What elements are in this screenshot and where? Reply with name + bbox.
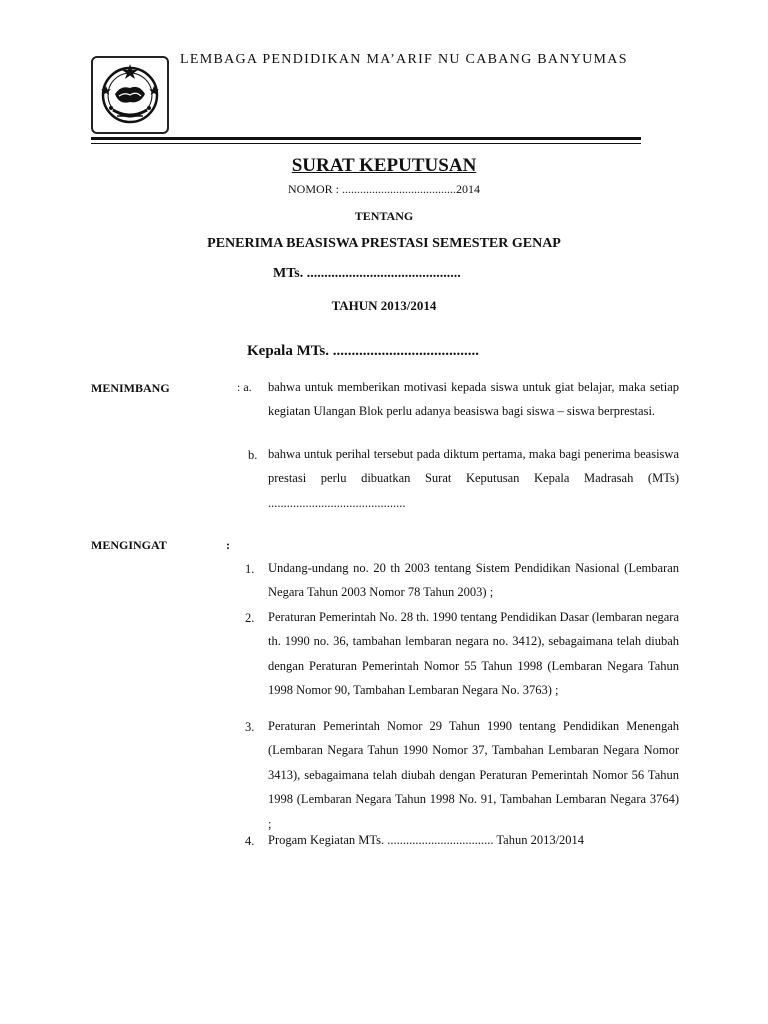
- menimbang-item-b: bahwa untuk perihal tersebut pada diktum pertama, maka bagi penerima beasiswa prestasi perlu dibuatkan Surat Keputusan Kepala Madrasah (MTs) ............................................: [268, 447, 679, 510]
- menimbang-item-a: bahwa untuk memberikan motivasi kepada siswa untuk giat belajar, maka setiap kegiatan Ulangan Blok perlu adanya beasiswa bagi siswa – siswa berprestasi.: [268, 380, 679, 419]
- menimbang-colon: : a.: [237, 380, 252, 394]
- menimbang-label: MENIMBANG: [91, 381, 170, 395]
- letterhead-rule-thick: [91, 137, 641, 140]
- letterhead-rule-thin: [91, 143, 641, 144]
- document-title: SURAT KEPUTUSAN: [291, 155, 477, 176]
- issuer-line: Kepala MTs. .......................................: [247, 343, 479, 359]
- mengingat-item-4: Progam Kegiatan MTs. .................................. Tahun 2013/2014: [268, 833, 585, 847]
- mengingat-marker-4: 4.: [245, 834, 255, 848]
- nu-emblem-logo: [91, 56, 169, 134]
- school-name: MTs. ............................................: [273, 266, 461, 281]
- academic-year: TAHUN 2013/2014: [331, 298, 437, 313]
- mengingat-colon: :: [226, 538, 230, 552]
- mengingat-item-1: Undang-undang no. 20 th 2003 tentang Sistem Pendidikan Nasional (Lembaran Negara Tahun 2003 Nomor 78 Tahun 2003) ;: [268, 561, 679, 600]
- mengingat-item-2: Peraturan Pemerintah No. 28 th. 1990 tentang Pendidikan Dasar (lembaran negara th. 1990 no. 36, tambahan lembaran negara no. 3412), sebagaimana telah diubah dengan Peraturan Pemerintah Nomor 55 Tahun 1998 (Lembaran Negara Tahun 1998 Nomor 90, Tambahan Lembaran Negara No. 3763) ;: [268, 610, 679, 698]
- document-number: NOMOR : ......................................2014: [287, 182, 480, 196]
- mengingat-marker-3: 3.: [245, 720, 255, 734]
- organization-name: LEMBAGA PENDIDIKAN MA’ARIF NU CABANG BANYUMAS: [180, 52, 628, 67]
- document-subject: PENERIMA BEASISWA PRESTASI SEMESTER GENAP: [207, 236, 561, 251]
- mengingat-item-3: Peraturan Pemerintah Nomor 29 Tahun 1990 tentang Pendidikan Menengah (Lembaran Negara Tahun 1990 Nomor 37, Tambahan Lembaran Negara Nomor 3413), sebagaimana telah diubah dengan Peraturan Pemerintah Nomor 56 Tahun 1998 (Lembaran Negara Tahun 1998 No. 91, Tambahan Lembaran Negara 3764) ;: [268, 719, 679, 831]
- mengingat-marker-1: 1.: [245, 562, 255, 576]
- mengingat-label: MENGINGAT: [91, 538, 167, 552]
- tentang-label: TENTANG: [354, 209, 414, 223]
- mengingat-marker-2: 2.: [245, 611, 255, 625]
- nu-emblem-icon: [93, 58, 167, 132]
- menimbang-marker-b: b.: [248, 448, 258, 462]
